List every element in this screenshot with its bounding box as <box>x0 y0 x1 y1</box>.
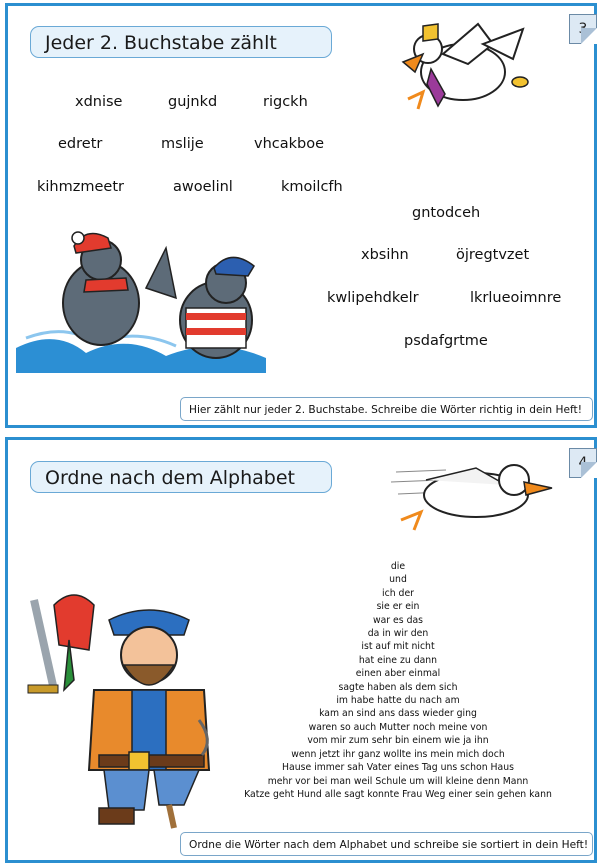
scrambled-word: edretr <box>58 136 103 152</box>
exercise-card-3 <box>5 3 597 428</box>
word-pyramid <box>198 560 598 801</box>
scrambled-word: xbsihn <box>361 247 409 263</box>
seagull-illustration <box>383 14 533 129</box>
pyramid-row: Katze geht Hund alle sagt konnte Frau Weg einer sein gehen kann <box>244 788 552 800</box>
pyramid-row: hat eine zu dann <box>358 654 438 666</box>
exercise-title: Jeder 2. Buchstabe zählt <box>30 26 332 58</box>
scrambled-word: öjregtvzet <box>456 247 530 263</box>
scrambled-word: rigckh <box>263 94 308 110</box>
scrambled-word: xdnise <box>75 94 123 110</box>
pyramid-row: vom mir zum sehr bin einem wie ja ihn <box>307 735 489 747</box>
pyramid-row: einen aber einmal <box>355 668 441 680</box>
pyramid-row: im habe hatte du nach am <box>336 695 460 707</box>
seals-illustration <box>16 228 296 378</box>
scrambled-word: vhcakboe <box>254 136 325 152</box>
exercise-title: Ordne nach dem Alphabet <box>30 461 332 493</box>
instruction-box: Hier zählt nur jeder 2. Buchstabe. Schreibe die Wörter richtig in dein Heft! <box>180 397 593 421</box>
pyramid-row: die <box>390 561 406 572</box>
scrambled-word: lkrlueoimnre <box>470 290 562 306</box>
pyramid-row: ist auf mit nicht <box>361 641 435 653</box>
scrambled-word: kihmzmeetr <box>37 179 124 195</box>
pyramid-row: waren so auch Mutter noch meine von <box>308 721 488 733</box>
page-number-badge: 4 <box>569 448 597 478</box>
scrambled-word: psdafgrtme <box>404 333 488 349</box>
scrambled-word: mslije <box>161 136 204 152</box>
scrambled-word: awoelinl <box>173 179 233 195</box>
scrambled-word: kwlipehdkelr <box>327 290 419 306</box>
pyramid-row: kam an sind ans dass wieder ging <box>319 708 477 720</box>
pyramid-row: sagte haben als dem sich <box>338 681 458 693</box>
instruction-box: Ordne die Wörter nach dem Alphabet und schreibe sie sortiert in dein Heft! <box>180 832 593 856</box>
scrambled-word: kmoilcfh <box>281 179 343 195</box>
pyramid-row: mehr vor bei man weil Schule um will kleine denn Mann <box>267 775 529 787</box>
pyramid-row: Hause immer sah Vater eines Tag uns schon Haus <box>282 762 514 774</box>
flying-seagull-illustration <box>386 450 556 538</box>
pyramid-row: wenn jetzt ihr ganz wollte ins mein mich doch <box>291 748 505 760</box>
scrambled-word: gntodceh <box>412 205 481 221</box>
exercise-card-4 <box>5 437 597 863</box>
scrambled-word: gujnkd <box>168 94 218 110</box>
pyramid-row: sie er ein <box>376 601 420 613</box>
pyramid-row: da in wir den <box>367 628 429 640</box>
page-number-badge: 3 <box>569 14 597 44</box>
pirate-illustration <box>14 580 224 830</box>
pyramid-row: und <box>389 574 407 586</box>
pyramid-row: war es das <box>372 614 424 626</box>
pyramid-row: ich der <box>382 587 414 599</box>
